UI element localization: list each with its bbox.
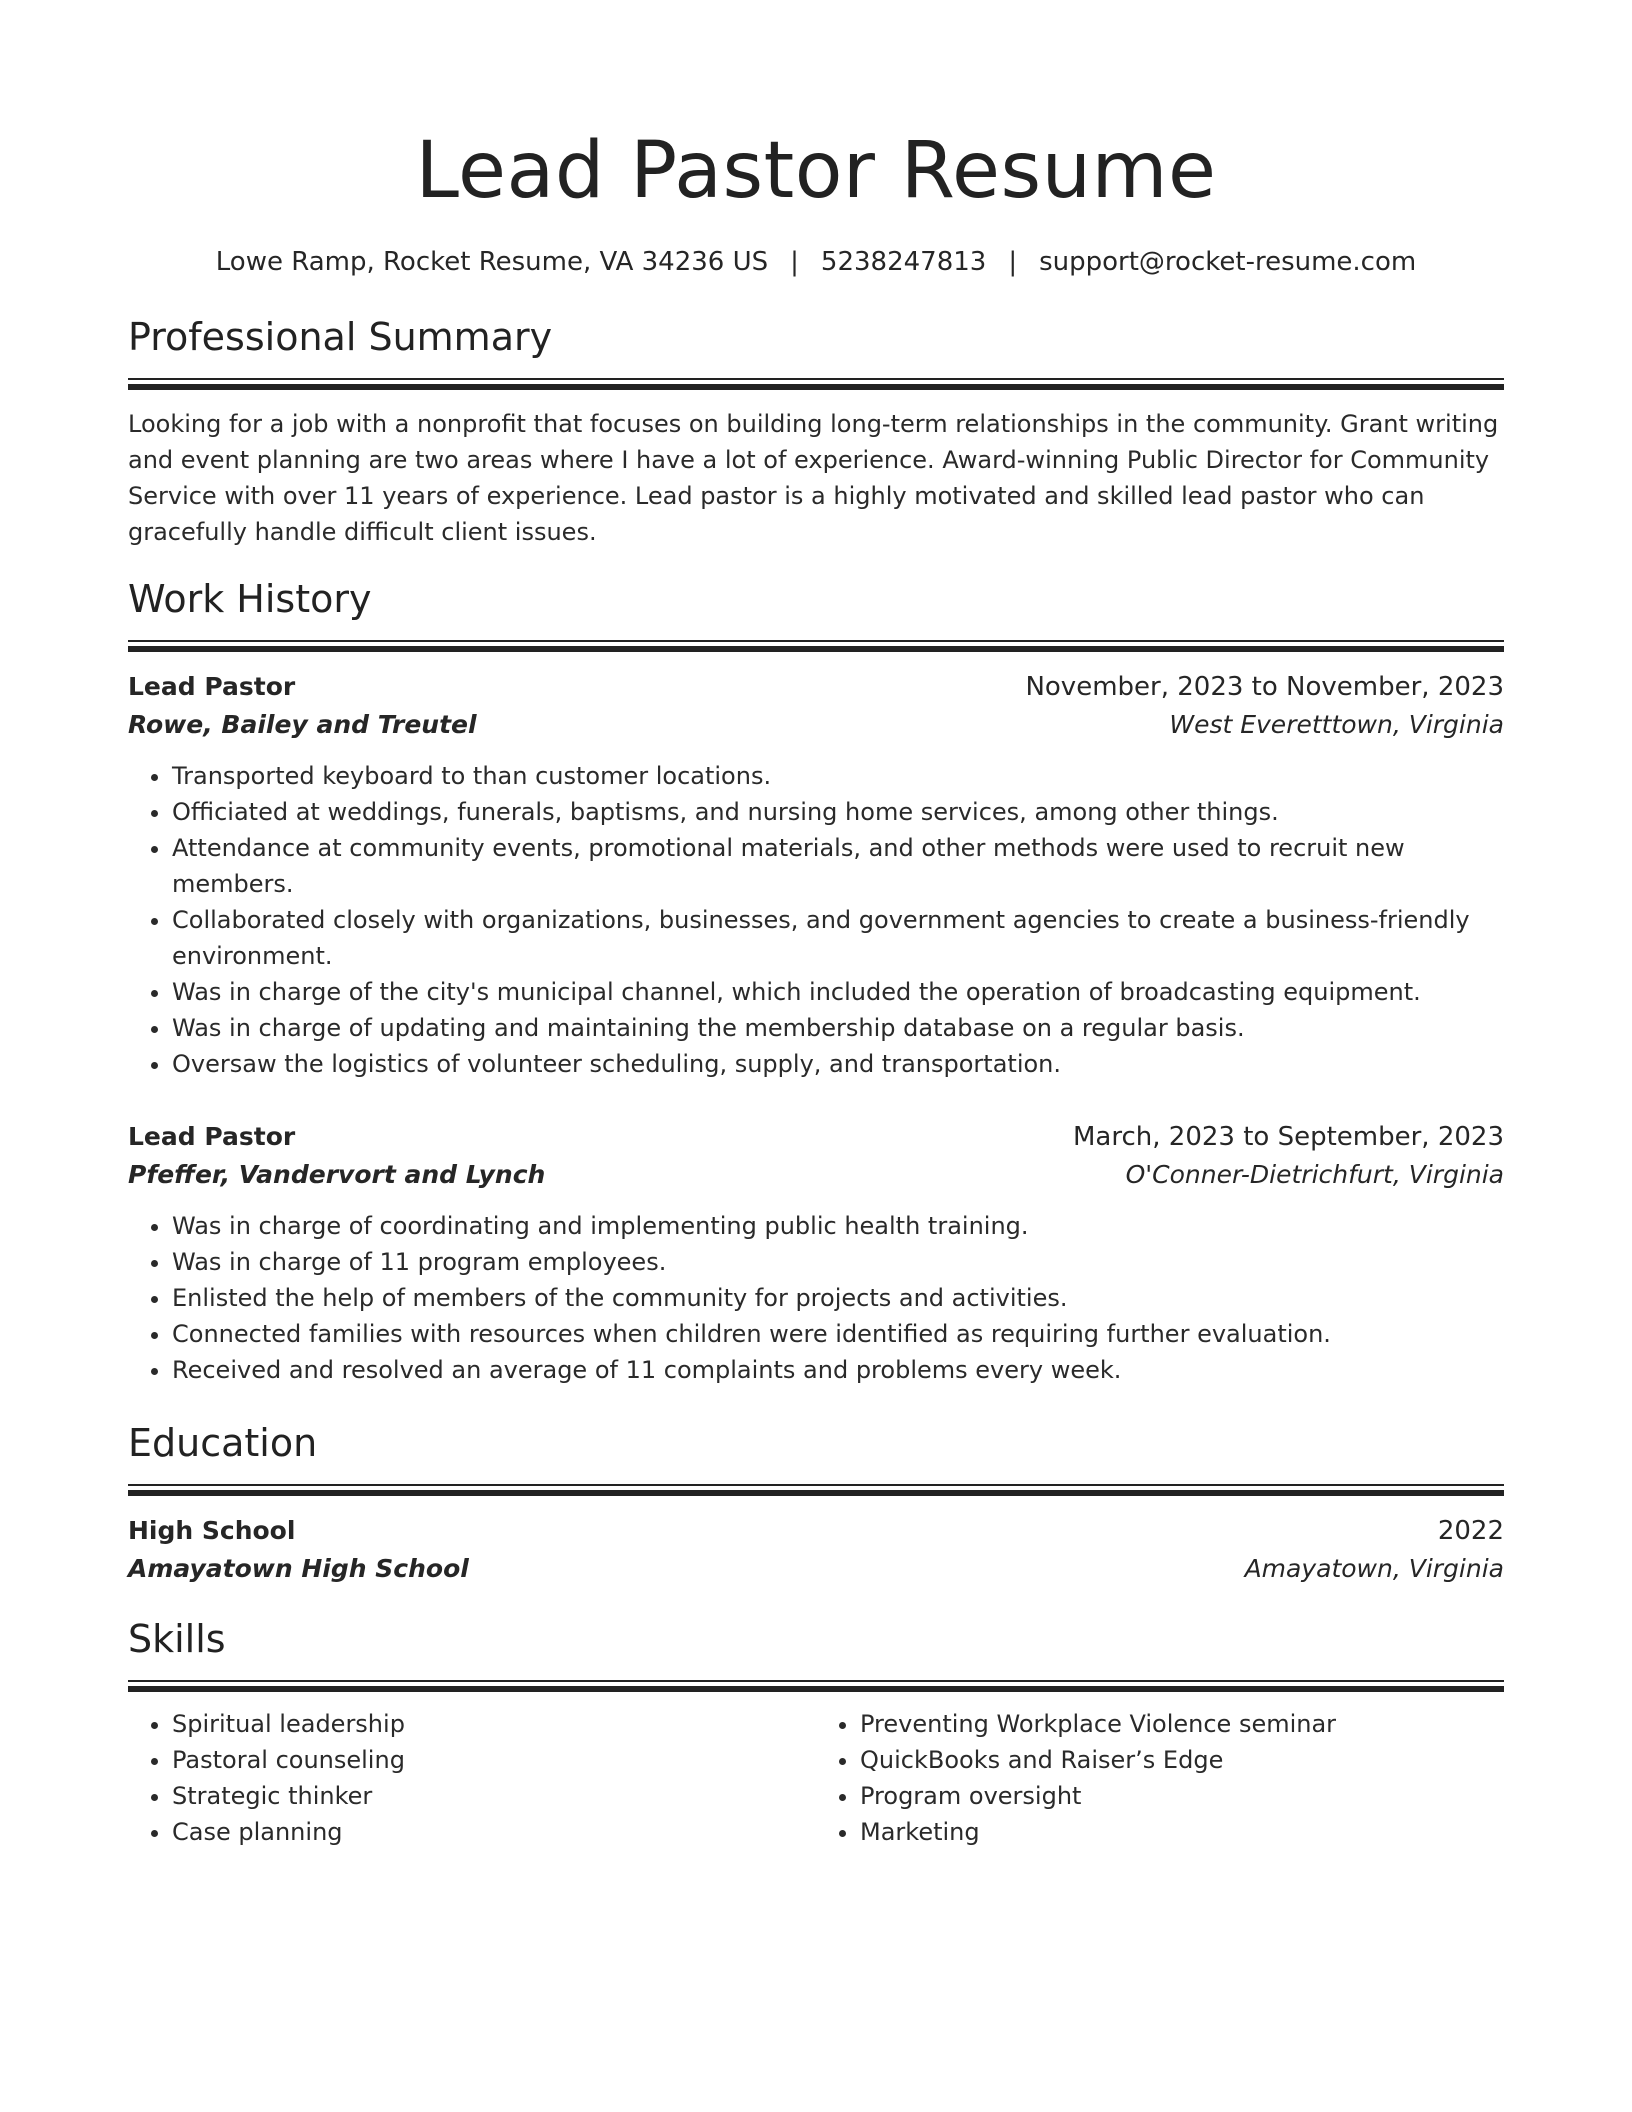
list-item: • Preventing Workplace Violence seminar: [860, 1706, 1504, 1742]
contact-line: [128, 244, 1504, 280]
skills-list-right: [816, 1706, 1504, 1850]
contact-address: Lowe Ramp, Rocket Resume, VA 34236 US: [215, 247, 769, 277]
skills-columns: [128, 1706, 1504, 1850]
contact-email: support@rocket-resume.com: [1039, 247, 1417, 277]
list-item: • Enlisted the help of members of the community for projects and activities.: [172, 1280, 1504, 1316]
work-history-section: [128, 574, 1504, 1388]
skills-list-left: [128, 1706, 816, 1850]
job-dates: March, 2023 to September, 2023: [1073, 1122, 1504, 1152]
job-header-row: [128, 1118, 1504, 1156]
summary-text: Looking for a job with a nonprofit that focuses on building long-term relationships in the community. Grant writing and event planning are two areas where I have a lot of experience. Award-winning Public Director for Community Service with over 11 years of experience. Lead pastor is a highly motivated and skilled lead pastor who can gracefully handle difficult client issues.: [128, 410, 1499, 546]
education-school-row: [128, 1550, 1504, 1588]
job-employer: Rowe, Bailey and Treutel: [128, 710, 477, 739]
list-item: • Case planning: [172, 1814, 816, 1850]
section-divider: [128, 1680, 1504, 1692]
contact-phone: 5238247813: [820, 247, 987, 277]
education-header-row: [128, 1512, 1504, 1550]
education-location: Amayatown, Virginia: [1244, 1554, 1504, 1583]
skills-heading: Skills: [128, 1617, 226, 1661]
list-item: • Transported keyboard to than customer locations.: [172, 758, 1504, 794]
skills-section: [128, 1614, 1504, 1850]
list-item: • Was in charge of updating and maintaining the membership database on a regular basis.: [172, 1010, 1504, 1046]
list-item: • Was in charge of 11 program employees.: [172, 1244, 1504, 1280]
list-item: • Officiated at weddings, funerals, baptisms, and nursing home services, among other things.: [172, 794, 1504, 830]
list-item: • Strategic thinker: [172, 1778, 816, 1814]
job-duties-list: [128, 1208, 1504, 1388]
education-heading: Education: [128, 1421, 318, 1465]
job-duties-list: [128, 758, 1504, 1082]
education-entry: [128, 1512, 1504, 1588]
job-title: Lead Pastor: [128, 672, 296, 701]
list-item: • Marketing: [860, 1814, 1504, 1850]
job-employer: Pfeffer, Vandervort and Lynch: [128, 1160, 546, 1189]
list-item: • Connected families with resources when children were identified as requiring further evaluation.: [172, 1316, 1504, 1352]
list-item: • Received and resolved an average of 11 complaints and problems every week.: [172, 1352, 1504, 1388]
contact-separator: |: [1008, 247, 1018, 277]
list-item: • Pastoral counseling: [172, 1742, 816, 1778]
job-employer-row: [128, 706, 1504, 744]
list-item: • Collaborated closely with organizations, businesses, and government agencies to create a business-friendly environment.: [172, 902, 1504, 974]
list-item: • Program oversight: [860, 1778, 1504, 1814]
job-location: West Everetttown, Virginia: [1169, 710, 1504, 739]
education-year: 2022: [1437, 1516, 1504, 1546]
job-title: Lead Pastor: [128, 1122, 296, 1151]
section-divider: [128, 378, 1504, 390]
job-header-row: [128, 668, 1504, 706]
education-section: [128, 1418, 1504, 1588]
contact-separator: |: [790, 247, 799, 277]
list-item: • Spiritual leadership: [172, 1706, 816, 1742]
summary-section: [128, 312, 1504, 550]
education-degree: High School: [128, 1516, 296, 1545]
section-divider: [128, 640, 1504, 652]
resume-title: Lead Pastor Resume: [415, 126, 1217, 216]
job-dates: November, 2023 to November, 2023: [1025, 672, 1504, 702]
section-divider: [128, 1484, 1504, 1496]
job-entry: [128, 668, 1504, 1082]
work-history-heading: Work History: [128, 577, 372, 621]
summary-heading: Professional Summary: [128, 315, 553, 359]
education-school: Amayatown High School: [128, 1554, 469, 1583]
list-item: • Oversaw the logistics of volunteer scheduling, supply, and transportation.: [172, 1046, 1504, 1082]
list-item: • Attendance at community events, promotional materials, and other methods were used to recruit new members.: [172, 830, 1504, 902]
list-item: • QuickBooks and Raiser’s Edge: [860, 1742, 1504, 1778]
job-entry: [128, 1118, 1504, 1388]
resume-page: [128, 118, 1504, 1850]
list-item: • Was in charge of coordinating and implementing public health training.: [172, 1208, 1504, 1244]
job-employer-row: [128, 1156, 1504, 1194]
list-item: • Was in charge of the city's municipal channel, which included the operation of broadcasting equipment.: [172, 974, 1504, 1010]
job-location: O'Conner-Dietrichfurt, Virginia: [1125, 1160, 1504, 1189]
